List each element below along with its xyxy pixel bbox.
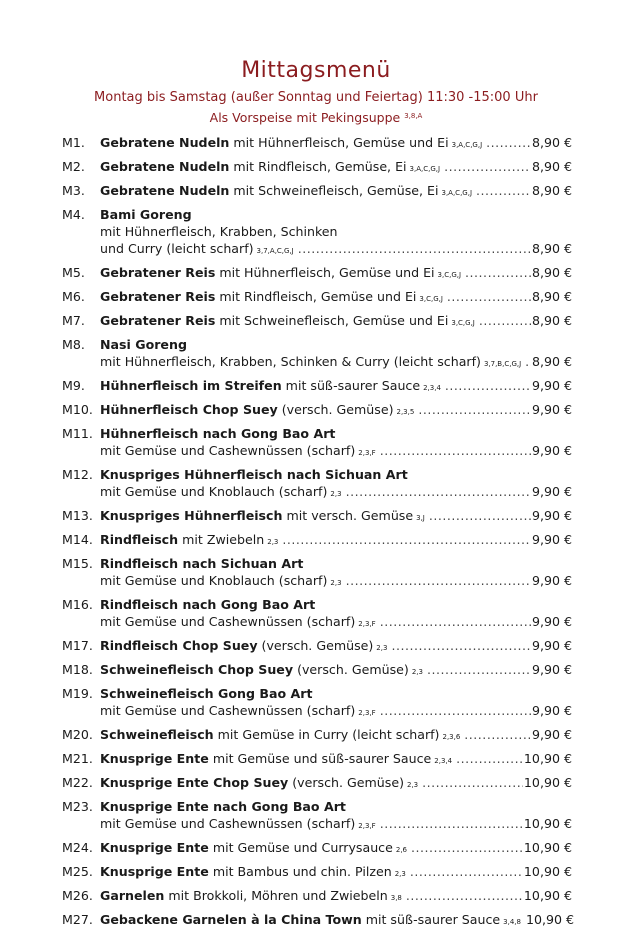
menu-item	[62, 264, 572, 281]
item-number: M18.	[62, 662, 93, 677]
menu-item	[62, 507, 572, 524]
item-name: Hühnerfleisch nach Gong Bao Art	[100, 426, 336, 441]
item-description: und Curry (leicht scharf)	[100, 241, 254, 256]
item-number: M24.	[62, 840, 93, 855]
item-name: Gebackene Garnelen à la China Town	[100, 912, 362, 927]
item-line: Knusprige Ente mit Gemüse und süß-saurer Sauce 2,3,4 ..... 10,90 €	[100, 750, 572, 767]
dot-leader	[410, 863, 523, 880]
item-description: mit Hühnerfleisch, Gemüse und Ei	[229, 135, 449, 150]
item-description: mit Gemüse und Currysauce	[208, 840, 393, 855]
opening-hours: Montag bis Samstag (außer Sonntag und Feiertag) 11:30 -15:00 Uhr	[94, 90, 538, 105]
menu-item	[62, 312, 572, 329]
item-name: Gebratene Nudeln	[100, 159, 230, 174]
item-name: Knusprige Ente nach Gong Bao Art	[100, 799, 346, 814]
page-title: Mittagsmenü	[241, 58, 391, 83]
menu-list	[62, 134, 575, 935]
item-body	[100, 466, 572, 500]
menu-item	[62, 425, 572, 459]
menu-item	[62, 596, 572, 630]
item-number: M10.	[62, 402, 93, 417]
menu-item	[62, 863, 572, 880]
item-description: mit Gemüse und Cashewnüssen (scharf)	[100, 703, 356, 718]
item-price: 10,90 €	[525, 912, 575, 927]
item-name-line	[100, 555, 572, 572]
item-name-line	[100, 425, 572, 442]
item-price: 9,90 €	[531, 508, 572, 523]
item-description: mit Gemüse und Knoblauch (scharf)	[100, 484, 328, 499]
item-line: Schweinefleisch Chop Suey (versch. Gemüse) 2,3 ..... 9,90 €	[100, 661, 572, 678]
item-number: M21.	[62, 751, 93, 766]
dot-leader	[486, 134, 531, 151]
item-line: Rindfleisch mit Zwiebeln 2,3 ..... 9,90 €	[100, 531, 572, 548]
item-price: 9,90 €	[531, 484, 572, 499]
item-name: Gebratener Reis	[100, 313, 216, 328]
item-price: 10,90 €	[523, 864, 572, 879]
dot-leader	[429, 507, 531, 524]
dot-leader	[282, 531, 531, 548]
item-name: Nasi Goreng	[100, 337, 187, 352]
item-line: Schweinefleisch mit Gemüse in Curry (leicht scharf) 2,3,6 ..... 9,90 €	[100, 726, 572, 743]
item-number: M4.	[62, 207, 85, 222]
item-line: Hühnerfleisch im Streifen mit süß-saurer Sauce 2,3,4 ..... 9,90 €	[100, 377, 572, 394]
item-number: M8.	[62, 337, 85, 352]
item-description: (versch. Gemüse)	[257, 638, 374, 653]
item-number: M27.	[62, 912, 93, 927]
item-name: Knuspriges Hühnerfleisch	[100, 508, 283, 523]
item-name-line	[100, 685, 572, 702]
item-line: mit Gemüse und Cashewnüssen (scharf) 2,3,F ..... 10,90 €	[100, 815, 572, 832]
item-name-line	[100, 798, 572, 815]
dot-leader	[346, 483, 531, 500]
item-line: mit Gemüse und Cashewnüssen (scharf) 2,3,F ..... 9,90 €	[100, 613, 572, 630]
dot-leader	[464, 726, 531, 743]
dot-leader	[427, 661, 531, 678]
menu-item	[62, 134, 572, 151]
item-body	[100, 401, 572, 418]
dot-leader	[346, 572, 531, 589]
item-name-line	[100, 596, 572, 613]
dot-leader	[406, 887, 523, 904]
item-description: mit Gemüse und Cashewnüssen (scharf)	[100, 614, 356, 629]
item-body	[100, 336, 572, 370]
item-body	[100, 726, 572, 743]
item-number: M6.	[62, 289, 85, 304]
menu-item	[62, 750, 572, 767]
menu-item	[62, 555, 572, 589]
menu-item	[62, 466, 572, 500]
item-body	[100, 637, 572, 654]
item-line: Gebratener Reis mit Hühnerfleisch, Gemüse und Ei 3,C,G,J ..... 8,90 €	[100, 264, 572, 281]
dot-leader	[418, 401, 531, 418]
item-price: 9,90 €	[531, 662, 572, 677]
item-number: M19.	[62, 686, 93, 701]
menu-item	[62, 887, 572, 904]
menu-item	[62, 798, 572, 832]
item-number: M23.	[62, 799, 93, 814]
item-line: Knusprige Ente mit Bambus und chin. Pilzen 2,3 ..... 10,90 €	[100, 863, 572, 880]
item-number: M2.	[62, 159, 85, 174]
starter-note	[0, 110, 632, 125]
menu-item	[62, 336, 572, 370]
item-body	[100, 531, 572, 548]
menu-item	[62, 685, 572, 719]
item-description: mit Schweinefleisch, Gemüse und Ei	[215, 313, 449, 328]
starter-text: Als Vorspeise mit Pekingsuppe	[209, 110, 401, 125]
item-name: Knusprige Ente	[100, 864, 209, 879]
item-number: M13.	[62, 508, 93, 523]
menu-item	[62, 531, 572, 548]
item-number: M17.	[62, 638, 93, 653]
item-name: Hühnerfleisch Chop Suey	[100, 402, 278, 417]
item-line: Gebratene Nudeln mit Rindfleisch, Gemüse, Ei 3,A,C,G,J ..... 8,90 €	[100, 158, 572, 175]
item-name: Gebratene Nudeln	[100, 183, 230, 198]
item-body	[100, 596, 572, 630]
item-body	[100, 182, 572, 199]
item-name: Bami Goreng	[100, 207, 192, 222]
item-body	[100, 661, 572, 678]
item-line: Gebratener Reis mit Schweinefleisch, Gemüse und Ei 3,C,G,J ..... 8,90 €	[100, 312, 572, 329]
item-price: 10,90 €	[523, 775, 572, 790]
item-price: 8,90 €	[531, 135, 572, 150]
item-name-line	[100, 206, 572, 223]
item-price: 8,90 €	[531, 313, 572, 328]
item-name: Gebratene Nudeln	[100, 135, 230, 150]
item-name: Gebratener Reis	[100, 289, 216, 304]
item-description: mit süß-saurer Sauce	[281, 378, 421, 393]
menu-item	[62, 377, 572, 394]
item-number: M26.	[62, 888, 93, 903]
dot-leader	[380, 442, 531, 459]
item-description: mit Hühnerfleisch, Krabben, Schinken & Curry (leicht scharf)	[100, 354, 481, 369]
item-body	[100, 134, 572, 151]
item-line: Gebratene Nudeln mit Schweinefleisch, Gemüse, Ei 3,A,C,G,J ..... 8,90 €	[100, 182, 572, 199]
item-description: mit Gemüse und süß-saurer Sauce	[208, 751, 432, 766]
dot-leader	[445, 377, 531, 394]
item-body	[100, 206, 572, 257]
menu-item	[62, 401, 572, 418]
item-number: M22.	[62, 775, 93, 790]
item-line: Knusprige Ente Chop Suey (versch. Gemüse) 2,3 ..... 10,90 €	[100, 774, 572, 791]
item-number: M20.	[62, 727, 93, 742]
menu-item	[62, 911, 575, 928]
dot-leader	[465, 264, 531, 281]
item-body	[100, 312, 572, 329]
item-name-line	[100, 466, 572, 483]
item-description: mit Schweinefleisch, Gemüse, Ei	[229, 183, 439, 198]
item-body	[100, 774, 572, 791]
item-price: 9,90 €	[531, 727, 572, 742]
item-body	[100, 798, 572, 832]
menu-item	[62, 182, 572, 199]
item-number: M1.	[62, 135, 85, 150]
item-line: Gebackene Garnelen à la China Town mit süß-saurer Sauce 3,4,8 10,90 €	[100, 912, 575, 927]
item-description: mit Rindfleisch, Gemüse und Ei	[215, 289, 417, 304]
dot-leader	[479, 312, 531, 329]
dot-leader	[380, 702, 531, 719]
dot-leader	[447, 288, 531, 305]
item-number: M16.	[62, 597, 93, 612]
item-number: M9.	[62, 378, 85, 393]
item-line: Gebratene Nudeln mit Hühnerfleisch, Gemüse und Ei 3,A,C,G,J ..... 8,90 €	[100, 134, 572, 151]
menu-item	[62, 774, 572, 791]
item-description: (versch. Gemüse)	[293, 662, 409, 677]
menu-item	[62, 158, 572, 175]
item-line: Knusprige Ente mit Gemüse und Currysauce 2,6 ..... 10,90 €	[100, 839, 572, 856]
item-name: Rindfleisch	[100, 532, 179, 547]
item-number: M3.	[62, 183, 85, 198]
item-number: M12.	[62, 467, 93, 482]
item-line: Garnelen mit Brokkoli, Möhren und Zwiebeln 3,8 ..... 10,90 €	[100, 887, 572, 904]
menu-item	[62, 206, 572, 257]
dot-leader	[422, 774, 523, 791]
item-price: 8,90 €	[531, 265, 572, 280]
menu-item	[62, 288, 572, 305]
item-description: mit Gemüse und Cashewnüssen (scharf)	[100, 816, 356, 831]
item-body	[100, 887, 572, 904]
item-price: 9,90 €	[531, 443, 572, 458]
item-number: M11.	[62, 426, 93, 441]
item-name: Knusprige Ente Chop Suey	[100, 775, 289, 790]
item-name: Rindfleisch nach Sichuan Art	[100, 556, 304, 571]
item-price: 9,90 €	[531, 573, 572, 588]
item-name: Gebratener Reis	[100, 265, 216, 280]
item-body	[100, 264, 572, 281]
item-body	[100, 158, 572, 175]
item-line: mit Gemüse und Knoblauch (scharf) 2,3 ..... 9,90 €	[100, 572, 572, 589]
item-price: 8,90 €	[531, 354, 572, 369]
item-price: 9,90 €	[531, 378, 572, 393]
dot-leader	[380, 815, 523, 832]
item-price: 10,90 €	[523, 816, 572, 831]
item-description: mit Brokkoli, Möhren und Zwiebeln	[164, 888, 388, 903]
item-line: mit Hühnerfleisch, Krabben, Schinken & Curry (leicht scharf) 3,7,B,C,G,J ..... 8,90 €	[100, 353, 572, 370]
item-price: 9,90 €	[531, 703, 572, 718]
item-body	[100, 555, 572, 589]
dot-leader	[298, 240, 531, 257]
item-body	[100, 685, 572, 719]
dot-leader	[444, 158, 531, 175]
dot-leader	[476, 182, 531, 199]
item-price: 8,90 €	[531, 159, 572, 174]
item-price: 9,90 €	[531, 402, 572, 417]
item-number: M5.	[62, 265, 85, 280]
item-description: mit Bambus und chin. Pilzen	[208, 864, 392, 879]
item-name: Knusprige Ente	[100, 840, 209, 855]
menu-item	[62, 637, 572, 654]
item-name: Hühnerfleisch im Streifen	[100, 378, 282, 393]
item-body	[100, 507, 572, 524]
item-body	[100, 863, 572, 880]
dot-leader	[391, 637, 531, 654]
item-body	[100, 425, 572, 459]
item-price: 10,90 €	[523, 888, 572, 903]
menu-item	[62, 839, 572, 856]
dot-leader	[456, 750, 523, 767]
item-name: Schweinefleisch	[100, 727, 214, 742]
item-price: 9,90 €	[531, 638, 572, 653]
item-body	[100, 839, 572, 856]
item-line: Rindfleisch Chop Suey (versch. Gemüse) 2,3 ..... 9,90 €	[100, 637, 572, 654]
item-name: Schweinefleisch Chop Suey	[100, 662, 294, 677]
item-price: 10,90 €	[523, 751, 572, 766]
item-line: mit Gemüse und Cashewnüssen (scharf) 2,3,F ..... 9,90 €	[100, 442, 572, 459]
item-description: mit Rindfleisch, Gemüse, Ei	[229, 159, 407, 174]
item-line: Knuspriges Hühnerfleisch mit versch. Gemüse 3,J ..... 9,90 €	[100, 507, 572, 524]
menu-item	[62, 661, 572, 678]
item-name-line	[100, 336, 572, 353]
item-number: M7.	[62, 313, 85, 328]
item-description: mit Gemüse und Knoblauch (scharf)	[100, 573, 328, 588]
item-description: mit Gemüse in Curry (leicht scharf)	[213, 727, 440, 742]
item-description: mit Gemüse und Cashewnüssen (scharf)	[100, 443, 356, 458]
item-body	[100, 911, 575, 928]
item-desc-line: mit Hühnerfleisch, Krabben, Schinken	[100, 224, 338, 239]
item-line: mit Gemüse und Knoblauch (scharf) 2,3 ..... 9,90 €	[100, 483, 572, 500]
item-body	[100, 377, 572, 394]
dot-leader	[380, 613, 531, 630]
item-price: 10,90 €	[523, 840, 572, 855]
item-name: Schweinefleisch Gong Bao Art	[100, 686, 313, 701]
starter-allergens: 3,8,A	[404, 112, 423, 120]
item-description: (versch. Gemüse)	[288, 775, 404, 790]
item-description: mit Zwiebeln	[178, 532, 265, 547]
item-price: 9,90 €	[531, 532, 572, 547]
item-name: Knusprige Ente	[100, 751, 209, 766]
menu-item	[62, 726, 572, 743]
item-line: und Curry (leicht scharf) 3,7,A,C,G,J ..... 8,90 €	[100, 240, 572, 257]
item-name: Rindfleisch nach Gong Bao Art	[100, 597, 316, 612]
item-name: Garnelen	[100, 888, 165, 903]
item-price: 9,90 €	[531, 614, 572, 629]
item-price: 8,90 €	[531, 241, 572, 256]
item-name: Rindfleisch Chop Suey	[100, 638, 258, 653]
item-name: Knuspriges Hühnerfleisch nach Sichuan Art	[100, 467, 408, 482]
dot-leader	[411, 839, 523, 856]
item-line: Hühnerfleisch Chop Suey (versch. Gemüse) 2,3,5 ..... 9,90 €	[100, 401, 572, 418]
item-price: 8,90 €	[531, 183, 572, 198]
item-price: 8,90 €	[531, 289, 572, 304]
item-description: mit versch. Gemüse	[282, 508, 414, 523]
dot-leader	[525, 353, 531, 370]
item-line: mit Gemüse und Cashewnüssen (scharf) 2,3,F ..... 9,90 €	[100, 702, 572, 719]
item-number: M15.	[62, 556, 93, 571]
item-description: mit Hühnerfleisch, Gemüse und Ei	[215, 265, 435, 280]
item-number: M25.	[62, 864, 93, 879]
item-body	[100, 750, 572, 767]
item-description: mit süß-saurer Sauce	[361, 912, 501, 927]
item-number: M14.	[62, 532, 93, 547]
item-body	[100, 288, 572, 305]
item-line: Gebratener Reis mit Rindfleisch, Gemüse und Ei 3,C,G,J ..... 8,90 €	[100, 288, 572, 305]
item-description: (versch. Gemüse)	[277, 402, 394, 417]
